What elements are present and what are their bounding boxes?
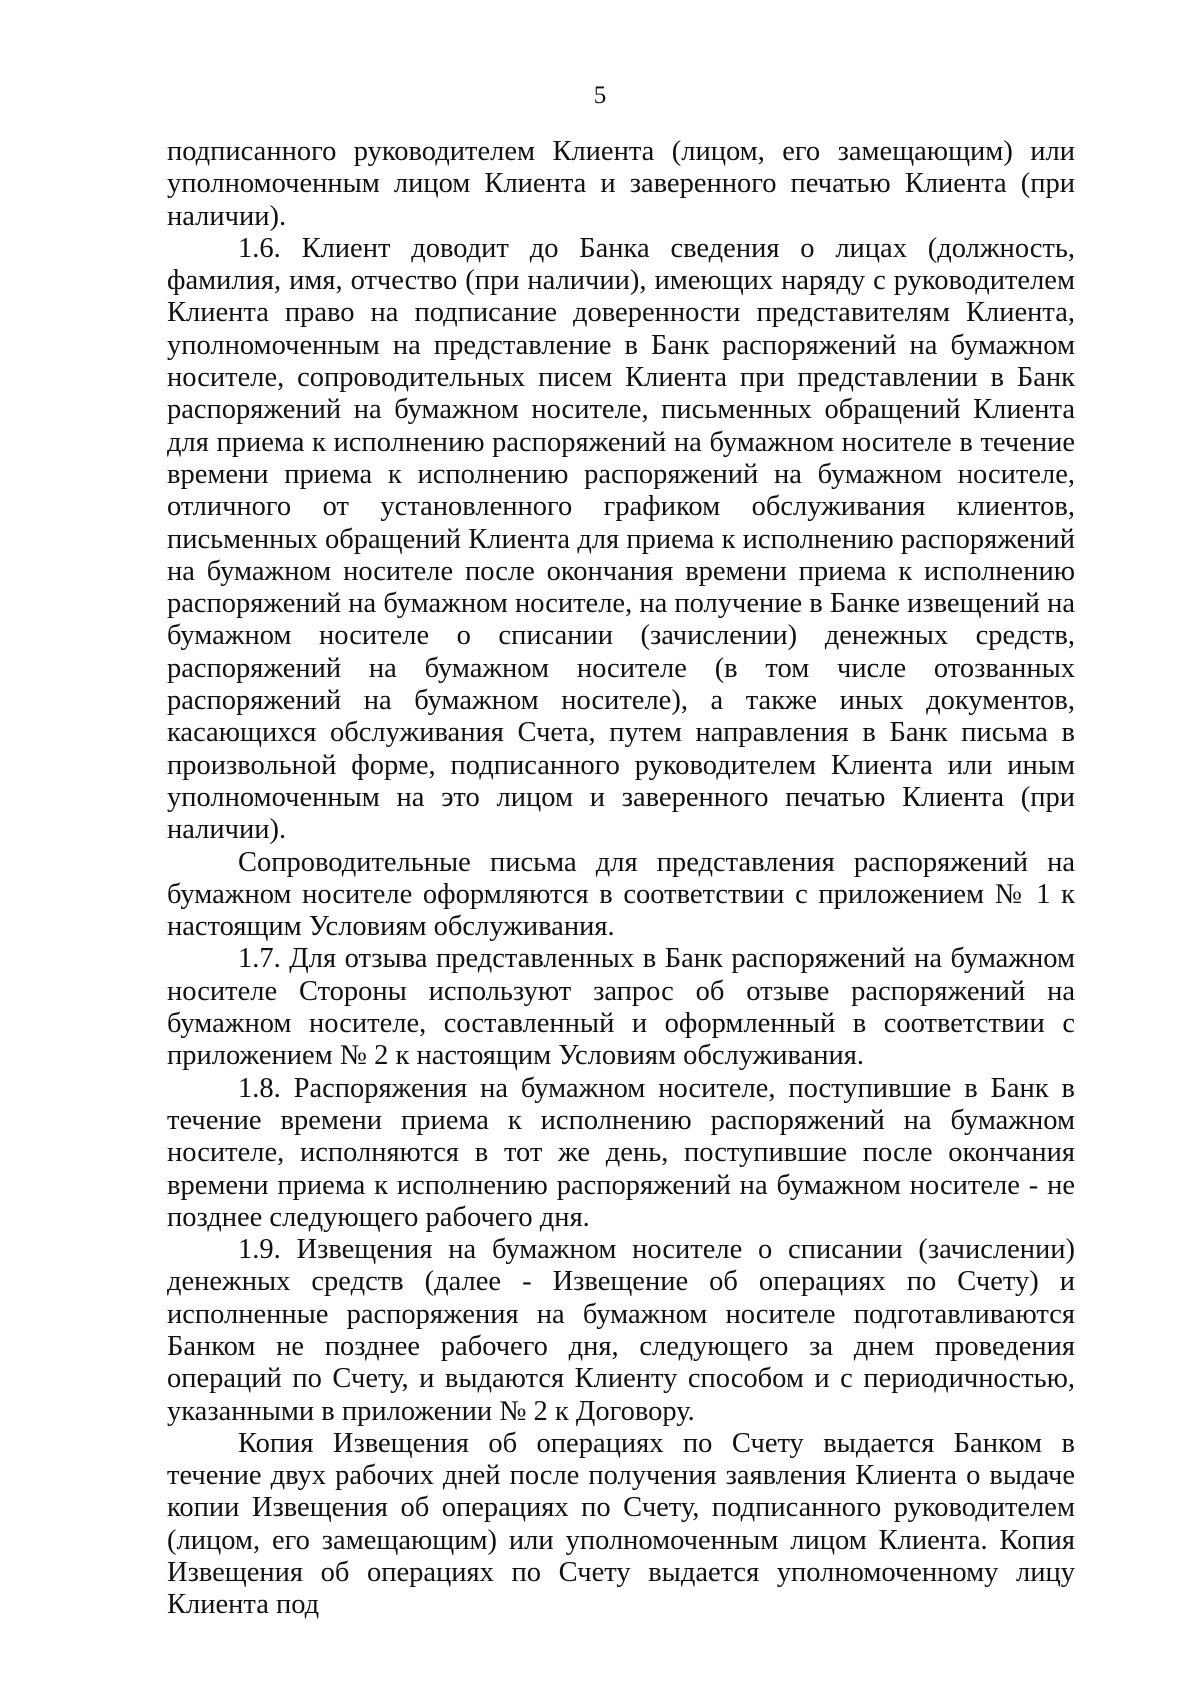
paragraph-clause-1-8: 1.8. Распоряжения на бумажном носителе, поступившие в Банк в течение времени приема к исполнению распоряжений на бумажном носителе, исполняются в тот же день, поступившие после окончания времени приема к исполнению распоряжений на бумажном носителе - не позднее следующего рабочего дня. [167,1072,1075,1233]
page-number: 5 [593,82,607,109]
paragraph-notice-copy: Копия Извещения об операциях по Счету выдается Банком в течение двух рабочих дней после получения заявления Клиента о выдаче копии Извещения об операциях по Счету, подписанного руководителем (лицом, его замещающим) или уполномоченным лицом Клиента. Копия Извещения об операциях по Счету выдается уполномоченному лицу Клиента под [167,1427,1075,1621]
paragraph-cover-letters: Сопроводительные письма для представления распоряжений на бумажном носителе оформляются в соответствии с приложением № 1 к настоящим Условиям обслуживания. [167,846,1075,943]
paragraph-continuation: подписанного руководителем Клиента (лицом, его замещающим) или уполномоченным лицом Клиента и заверенного печатью Клиента (при наличии). [167,136,1075,232]
paragraph-clause-1-6: 1.6. Клиент доводит до Банка сведения о лицах (должность, фамилия, имя, отчество (при наличии), имеющих наряду с руководителем Клиента право на подписание доверенности представителям Клиента, уполномоченным на представление в Банк распоряжений на бумажном носителе, сопроводительных писем Клиента при представлении в Банк распоряжений на бумажном носителе, письменных обращений Клиента для приема к исполнению распоряжений на бумажном носителе в течение времени приема к исполнению распоряжений на бумажном носителе, отличного от установленного графиком обслуживания клиентов, письменных обращений Клиента для приема к исполнению распоряжений на бумажном носителе после окончания времени приема к исполнению распоряжений на бумажном носителе, на получение в Банке извещений на бумажном носителе о списании (зачислении) денежных средств, распоряжений на бумажном носителе (в том числе отозванных распоряжений на бумажном носителе), а также иных документов, касающихся обслуживания Счета, путем направления в Банк письма в произвольной форме, подписанного руководителем Клиента или иным уполномоченным на это лицом и заверенного печатью Клиента (при наличии). [167,232,1075,846]
paragraph-clause-1-9: 1.9. Извещения на бумажном носителе о списании (зачислении) денежных средств (далее - Извещение об операциях по Счету) и исполненные распоряжения на бумажном носителе подготавливаются Банком не позднее рабочего дня, следующего за днем проведения операций по Счету, и выдаются Клиенту способом и с периодичностью, указанными в приложении № 2 к Договору. [167,1234,1075,1427]
paragraph-clause-1-7: 1.7. Для отзыва представленных в Банк распоряжений на бумажном носителе Стороны используют запрос об отзыве распоряжений на бумажном носителе, составленный и оформленный в соответствии с приложением № 2 к настоящим Условиям обслуживания. [167,943,1075,1072]
document-body [167,136,1075,1622]
